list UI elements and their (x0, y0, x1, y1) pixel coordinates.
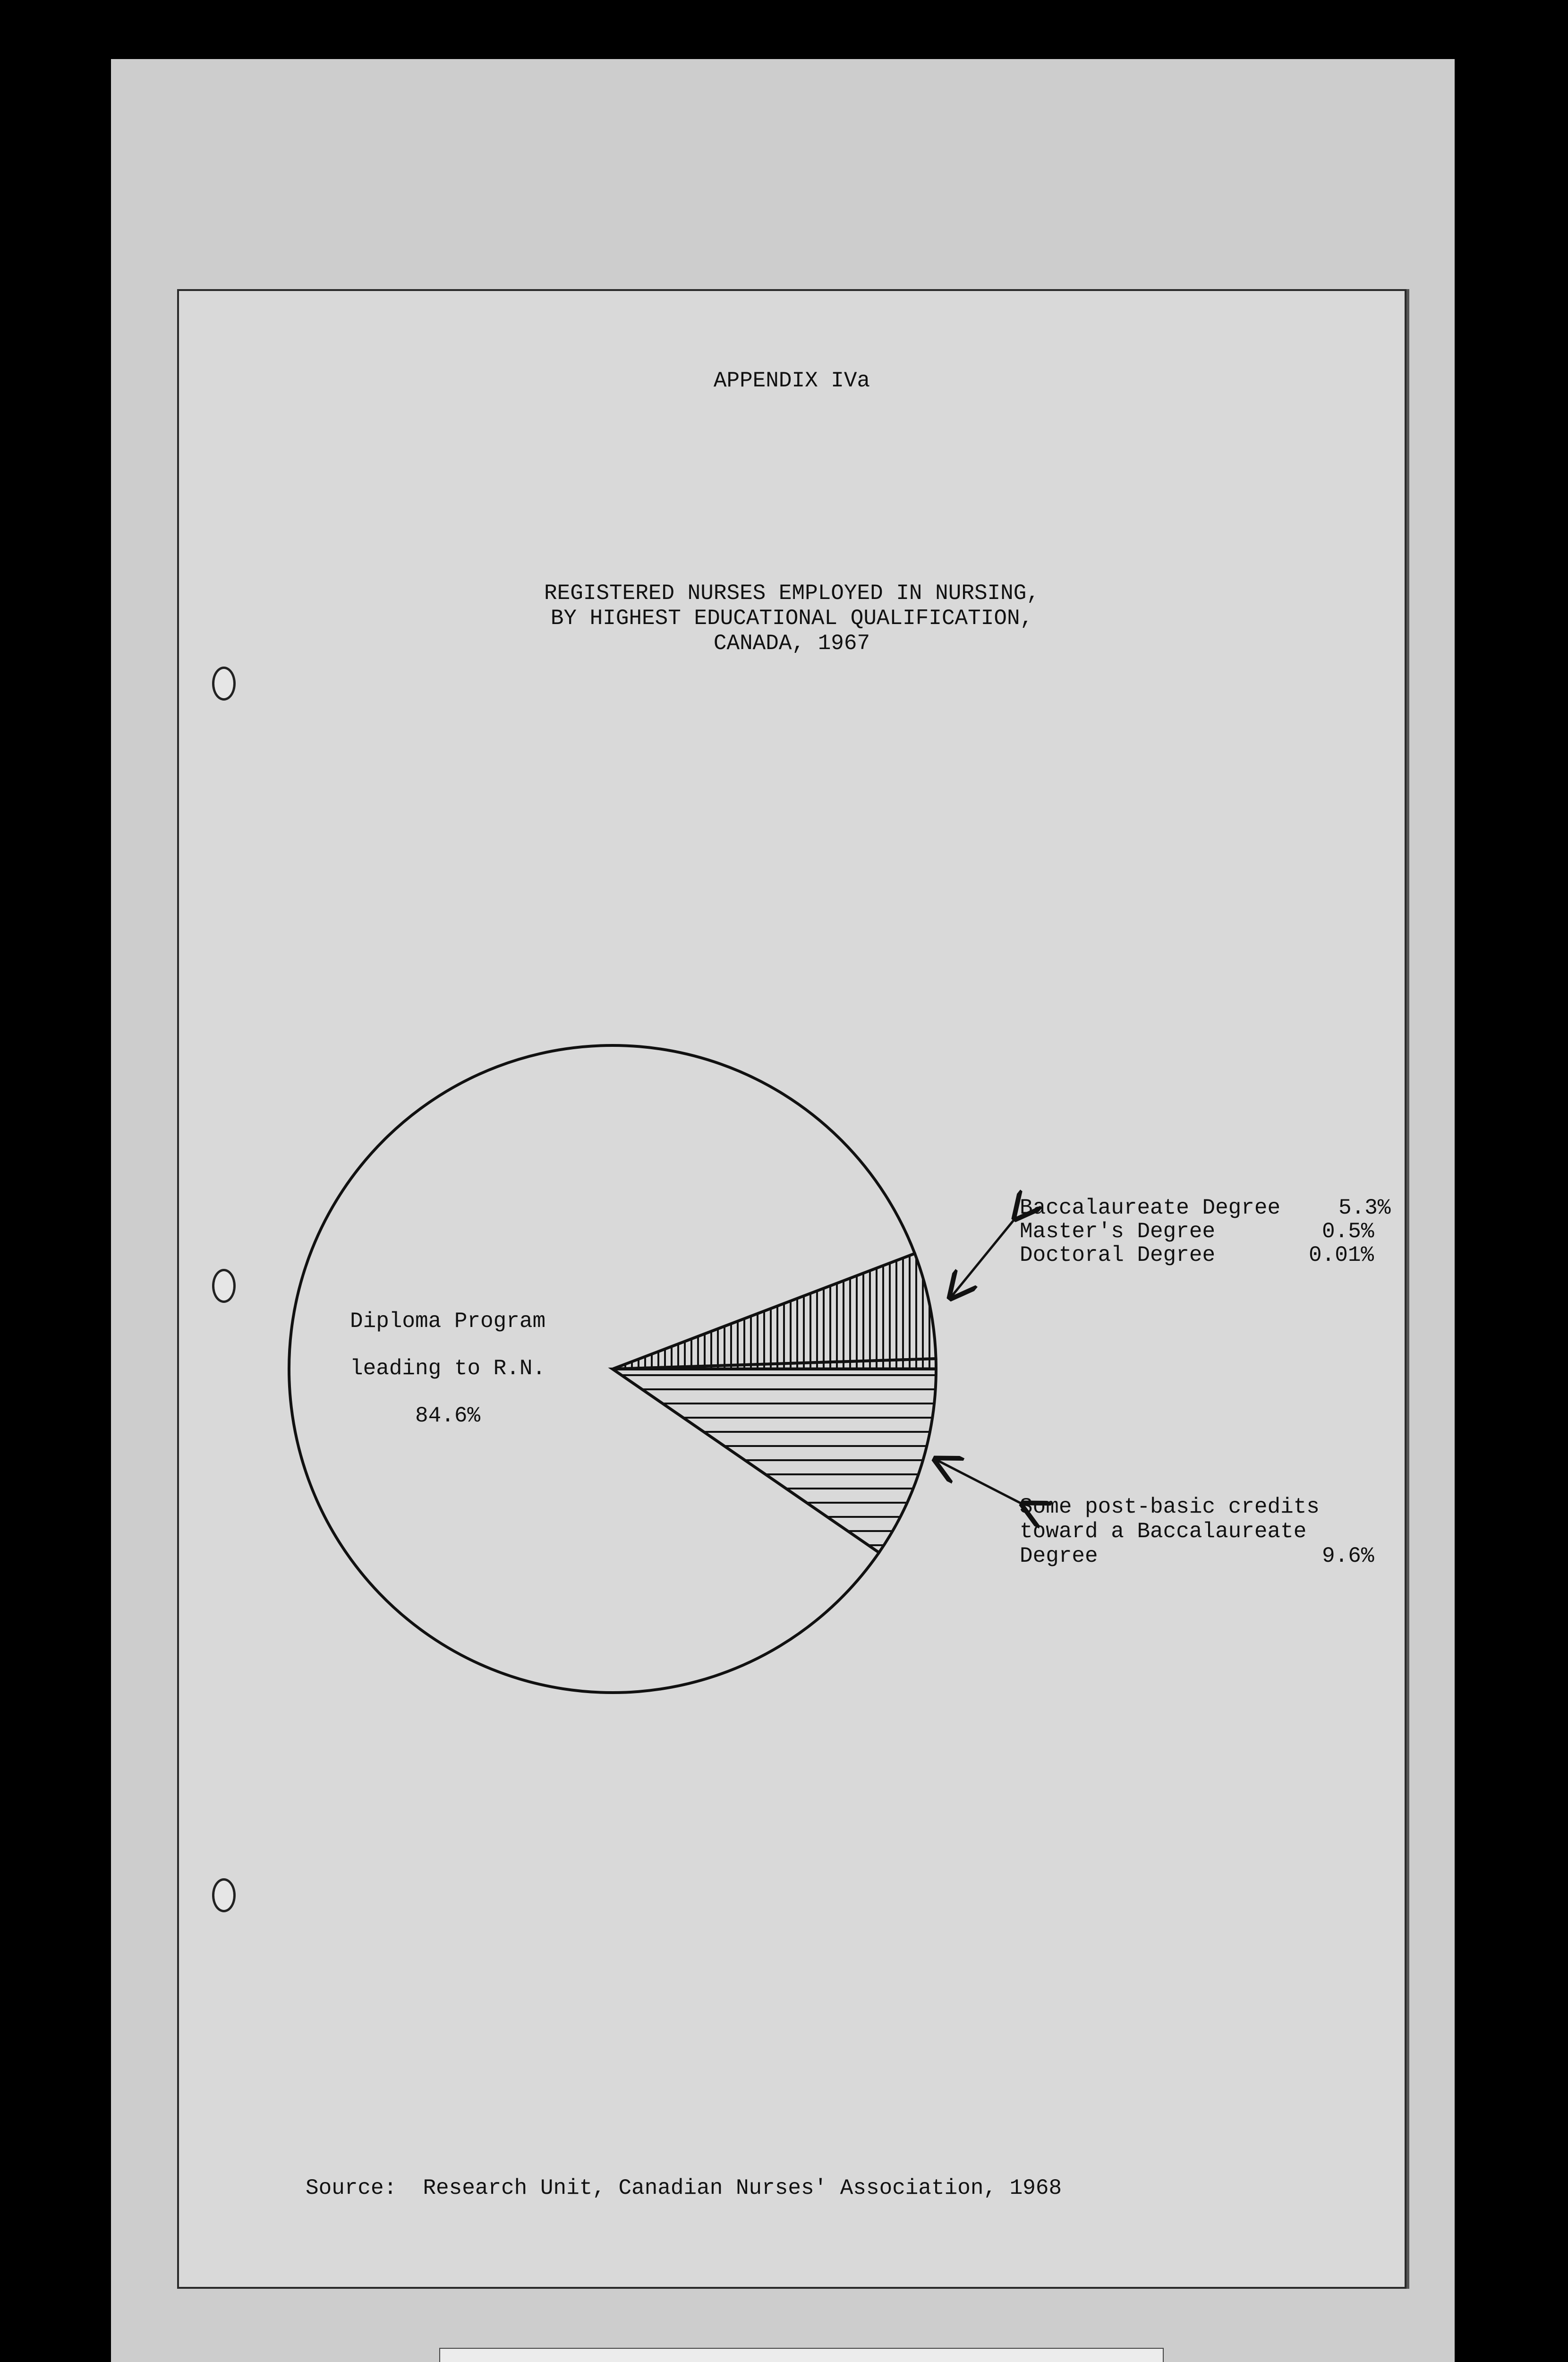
chart-title-line-2: BY HIGHEST EDUCATIONAL QUALIFICATION, (550, 606, 1033, 631)
callout-masters-name: Master's Degree (1020, 1219, 1216, 1244)
inner-label-line-2: leading to R.N. (350, 1356, 546, 1381)
callout-masters-value: 0.5% (1322, 1219, 1374, 1244)
callout-post-basic-line-2: toward a Baccalaureate (1020, 1519, 1307, 1544)
pie-chart (179, 291, 1405, 2287)
inner-label-value: 84.6% (415, 1404, 481, 1428)
callout-post-basic-line-1: Some post-basic credits (1020, 1495, 1320, 1519)
degree-callout-arrow (952, 1217, 1016, 1296)
callout-doctoral-value: 0.01% (1309, 1243, 1374, 1267)
post-basic-callout-arrow (937, 1460, 1024, 1505)
inner-label-line-1: Diploma Program (350, 1309, 546, 1334)
document-sheet (177, 289, 1406, 2289)
archive-reference-label (439, 2348, 1164, 2362)
source-note: Source: Research Unit, Canadian Nurses' Association, 1968 (306, 2176, 1062, 2200)
chart-title-line-1: REGISTERED NURSES EMPLOYED IN NURSING, (544, 581, 1040, 606)
pie-slice-some-post-basic-credits-toward-a-baccalaureate-degree (613, 1369, 936, 1553)
callout-baccalaureate-value: 5.3% (1338, 1196, 1391, 1220)
callout-post-basic-value: 9.6% (1322, 1544, 1374, 1568)
callout-post-basic-line-3: Degree (1020, 1544, 1098, 1568)
callout-doctoral-name: Doctoral Degree (1020, 1243, 1216, 1267)
callout-baccalaureate-name: Baccalaureate Degree (1020, 1196, 1281, 1220)
chart-title-line-3: CANADA, 1967 (713, 631, 870, 656)
appendix-heading: APPENDIX IVa (713, 368, 870, 393)
